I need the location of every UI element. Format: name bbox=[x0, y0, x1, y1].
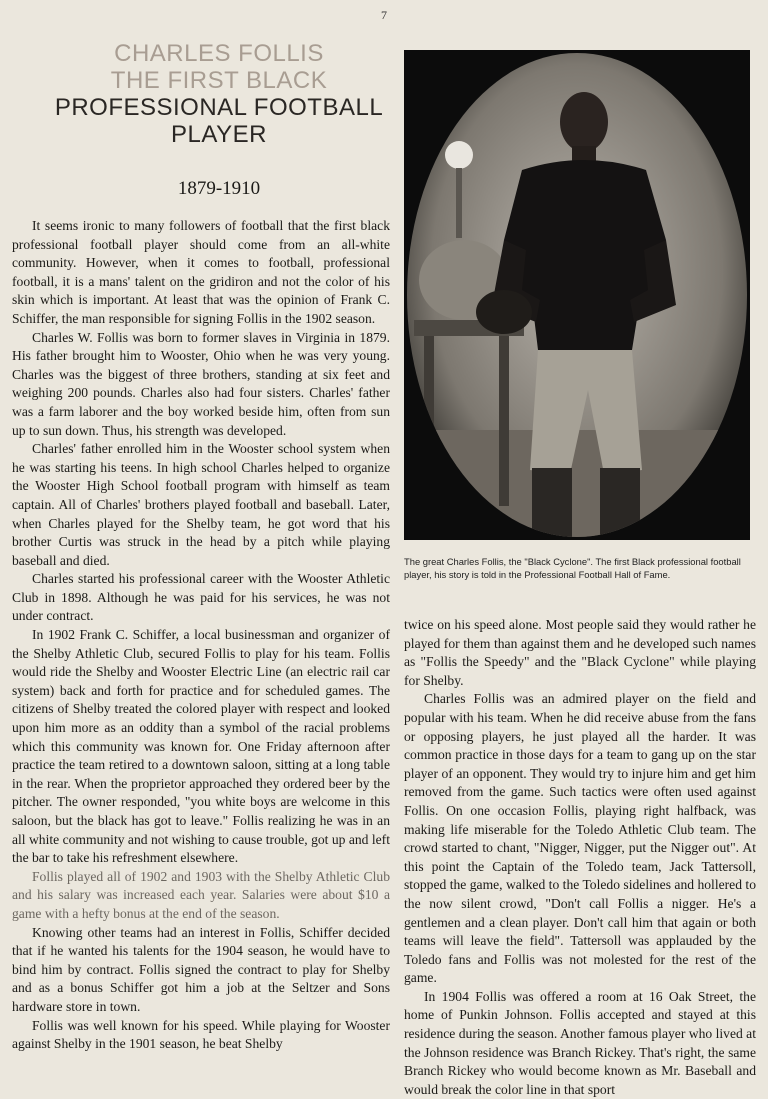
paragraph: Follis was well known for his speed. While playing for Wooster against Shelby in the 1901 season, he beat Shelby bbox=[12, 1017, 390, 1052]
paragraph: Charles W. Follis was born to former slaves in Virginia in 1879. His father brought him to Wooster, Ohio when he was very young. Charles was the biggest of three brothers, standing at six feet and weighing 200 pounds. Charles also had four sisters. Charles' father was a farm laborer and the boy worked beside him, often from sun up to sun down. Thus, his strength was developed. bbox=[12, 329, 390, 438]
title-line-3: PROFESSIONAL FOOTBALL bbox=[54, 94, 384, 121]
right-text-column bbox=[404, 616, 756, 1099]
paragraph: Charles Follis was an admired player on the field and popular with his team. When he did receive abuse from the fans or opposing players, he just played all the harder. It was common practice in those days for a team to gang up on the star player of an opponent. They would try to injure him and get him removed from the game. Such tactics were often used against Follis. On one occasion Follis, playing right halfback, was making life miserable for the Toledo Athletic Club team. The crowd started to chant, "Nigger, Nigger, put the Nigger out". At this point the Captain of the Toledo team, Jack Tattersoll, stopped the game, walked to the Toledo sidelines and hollered to the now silent crowd, "Don't call Follis a nigger. He's a gentlemen and a clean player. Don't call him that again or both teams will leave the field". Tattersoll was applauded by the Toledo fans and Follis was not molested for the rest of the game. bbox=[404, 691, 756, 986]
page-number: 7 bbox=[381, 8, 387, 22]
photo-caption: The great Charles Follis, the "Black Cyclone". The first Black professional football player, his story is told in the Professional Football Hall of Fame. bbox=[404, 556, 741, 580]
portrait-illustration bbox=[404, 50, 750, 540]
article-title bbox=[44, 40, 394, 148]
paragraph: Charles started his professional career with the Wooster Athletic Club in 1898. Although he was paid for his services, he was not under contract. bbox=[12, 571, 390, 624]
paragraph: Knowing other teams had an interest in Follis, Schiffer decided that if he wanted his talents for the 1904 season, he would have to bind him by contract. Follis signed the contract to play for Shelby and as a bonus Schiffer got him a job at the Seltzer and Sons hardware store in town. bbox=[12, 924, 390, 1014]
left-text-column bbox=[12, 217, 390, 1054]
paragraph: In 1902 Frank C. Schiffer, a local businessman and organizer of the Shelby Athletic Club, secured Follis to play for his team. Follis would ride the Shelby and Wooster Electric Line (an electric rail car system) back and forth for practice and for scheduled games. The citizens of Shelby treated the colored player with respect and looked upon him more as an oddity than a symbol of the racial problems which this community was known for. One Friday afternoon after practice the team retired to a downtown saloon, sitting at a long table in the rear. When the proprietor approached they ordered beer by the pitcher. The owner responded, "you white boys are welcome in this saloon, but the black has got to leave." Follis realizing he was in an all white community and not wishing to cause trouble, got up and left the bar to take his refreshment elsewhere. bbox=[12, 627, 390, 866]
title-line-2: THE FIRST BLACK bbox=[110, 67, 328, 94]
life-years: 1879-1910 bbox=[177, 178, 261, 199]
paragraph: It seems ironic to many followers of football that the first black professional football player should come from an all-white community. However, when it comes to football, professional football, it is a mans' talent on the gridiron and not the color of his skin which is important. At least that was the opinion of Frank C. Schiffer, the man responsible for signing Follis in the 1902 season. bbox=[12, 218, 390, 326]
follis-portrait-photo bbox=[404, 50, 750, 540]
title-line-1: CHARLES FOLLIS bbox=[114, 40, 324, 67]
title-line-4: PLAYER bbox=[171, 121, 267, 148]
paragraph: In 1904 Follis was offered a room at 16 Oak Street, the home of Punkin Johnson. Follis accepted and stayed at this residence during the season. Another famous player who lived at the Johnson residence was Branch Rickey. That's right, the same Branch Rickey who would become known as Mr. Baseball and would break the color line in that sport bbox=[404, 988, 756, 1097]
paragraph: Follis played all of 1902 and 1903 with the Shelby Athletic Club and his salary was increased each year. Salaries were about $10 a game with a hefty bonus at the end of the season. bbox=[12, 868, 390, 921]
paragraph: Charles' father enrolled him in the Wooster school system when he was starting his teens. In high school Charles helped to organize the Wooster High School football program with himself as team captain. All of Charles' brothers played football and baseball. Later, when Charles played for the Shelby team, he got word that his brother Curtis was struck in the head by a pitch while playing baseball and died. bbox=[12, 441, 390, 568]
paragraph: twice on his speed alone. Most people said they would rather he played for them than against them and he developed such names as "Follis the Speedy" and the "Black Cyclone" while playing for Shelby. bbox=[404, 617, 756, 688]
